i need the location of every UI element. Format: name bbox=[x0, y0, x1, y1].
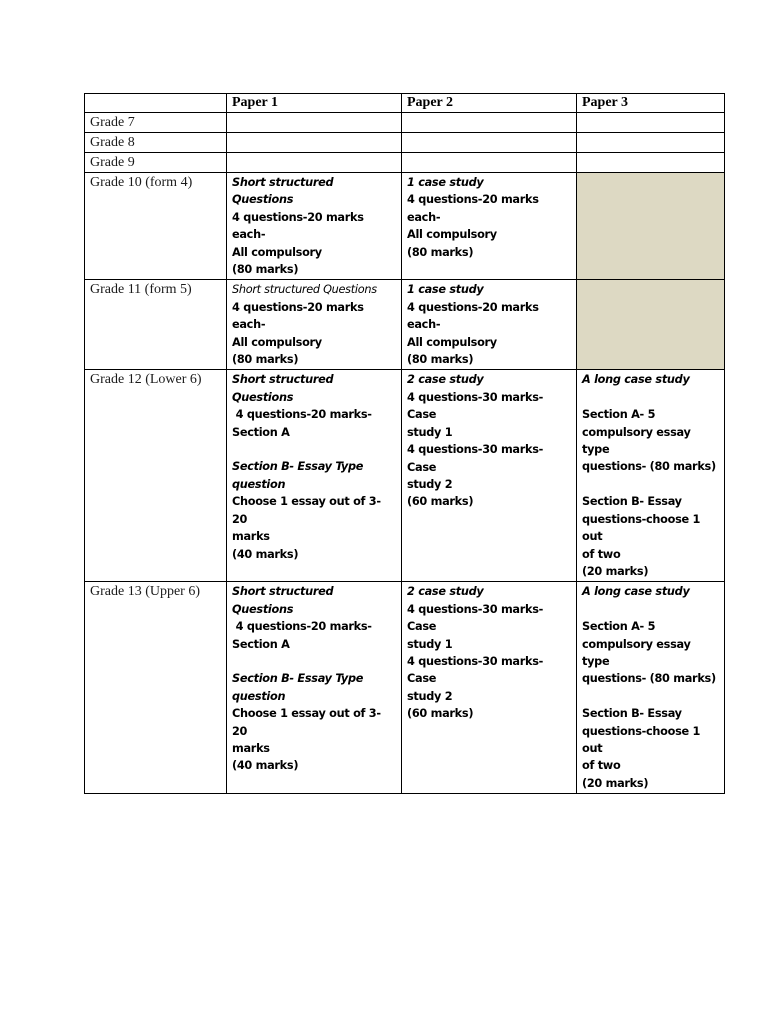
paper-2-line: study 1 bbox=[407, 637, 453, 651]
paper-1-line: All compulsory bbox=[232, 335, 322, 349]
paper-3-line: of two bbox=[582, 759, 621, 773]
paper-1-title: Short structured Questions bbox=[232, 283, 377, 297]
blank-line bbox=[582, 601, 719, 618]
paper-1-cell bbox=[227, 370, 402, 582]
paper-1-line: marks bbox=[232, 530, 270, 544]
paper-2-line: 4 questions-30 marks-Case bbox=[407, 390, 544, 422]
paper-3-line: of two bbox=[582, 547, 621, 561]
paper-2-line: study 2 bbox=[407, 477, 453, 491]
paper-1-cell bbox=[227, 582, 402, 794]
paper-2-line: 4 questions-30 marks-Case bbox=[407, 654, 544, 686]
paper-2-cell bbox=[402, 370, 577, 582]
paper-3-line: Section A- 5 bbox=[582, 408, 656, 422]
paper-2-line: 4 questions-20 marks each- bbox=[407, 300, 543, 332]
section-b-title: question bbox=[232, 477, 286, 491]
empty-cell bbox=[577, 153, 725, 173]
paper-3-line: compulsory essay type bbox=[582, 425, 695, 457]
paper-1-cell bbox=[227, 173, 402, 280]
header-cell-paper-2: Paper 2 bbox=[402, 94, 577, 113]
paper-3-title: A long case study bbox=[582, 373, 690, 387]
section-b-title: question bbox=[232, 689, 286, 703]
paper-2-line: 4 questions-30 marks-Case bbox=[407, 602, 544, 634]
empty-cell bbox=[402, 153, 577, 173]
paper-1-line: All compulsory bbox=[232, 245, 322, 259]
paper-3-cell bbox=[577, 370, 725, 582]
paper-3-line: questions-choose 1 out bbox=[582, 512, 704, 544]
paper-1-title: Short structured Questions bbox=[232, 373, 337, 404]
paper-2-line: (60 marks) bbox=[407, 495, 474, 509]
paper-3-line: questions-choose 1 out bbox=[582, 724, 704, 755]
paper-2-line: study 1 bbox=[407, 425, 453, 439]
blank-line bbox=[582, 688, 719, 705]
paper-2-line: All compulsory bbox=[407, 228, 497, 242]
paper-3-line: (20 marks) bbox=[582, 564, 649, 578]
header-cell-paper-1: Paper 1 bbox=[227, 94, 402, 113]
table-row-grade-11 bbox=[85, 280, 725, 370]
paper-3-line: questions- (80 marks) bbox=[582, 672, 716, 686]
exam-structure-table bbox=[84, 93, 725, 794]
table-row-grade-10 bbox=[85, 173, 725, 280]
table-row-grade-12 bbox=[85, 370, 725, 582]
paper-3-cell bbox=[577, 582, 725, 794]
grade-label: Grade 7 bbox=[85, 113, 227, 133]
paper-3-shaded-cell bbox=[577, 173, 725, 280]
paper-1-line: (80 marks) bbox=[232, 353, 299, 367]
paper-2-line: study 2 bbox=[407, 689, 453, 703]
empty-cell bbox=[577, 133, 725, 153]
empty-cell bbox=[577, 113, 725, 133]
paper-2-line: 4 questions-20 marks each- bbox=[407, 193, 543, 224]
paper-3-line: Section A- 5 bbox=[582, 620, 656, 634]
paper-1-title: Short structured Questions bbox=[232, 176, 337, 207]
paper-1-line: Section A bbox=[232, 425, 290, 439]
paper-1-title: Short structured Questions bbox=[232, 585, 337, 616]
blank-line bbox=[232, 653, 396, 670]
empty-cell bbox=[227, 153, 402, 173]
paper-3-shaded-cell bbox=[577, 280, 725, 370]
paper-1-line: Section A bbox=[232, 637, 290, 651]
paper-2-line: 4 questions-30 marks-Case bbox=[407, 443, 544, 474]
paper-3-line: compulsory essay type bbox=[582, 637, 695, 668]
grade-label: Grade 12 (Lower 6) bbox=[85, 370, 227, 582]
paper-1-line: (80 marks) bbox=[232, 263, 299, 277]
grade-label: Grade 13 (Upper 6) bbox=[85, 582, 227, 794]
table-row-grade-9 bbox=[85, 153, 725, 173]
grade-label: Grade 8 bbox=[85, 133, 227, 153]
grade-label: Grade 9 bbox=[85, 153, 227, 173]
paper-1-line: marks bbox=[232, 741, 270, 755]
paper-2-line: (80 marks) bbox=[407, 245, 474, 259]
paper-3-line: (20 marks) bbox=[582, 776, 649, 790]
blank-line bbox=[582, 476, 719, 493]
paper-3-line: questions- (80 marks) bbox=[582, 460, 716, 474]
paper-1-line: 4 questions-20 marks- bbox=[232, 408, 372, 422]
paper-2-cell bbox=[402, 582, 577, 794]
paper-2-line: (60 marks) bbox=[407, 707, 474, 721]
paper-3-line: Section B- Essay bbox=[582, 707, 682, 721]
paper-1-line: Choose 1 essay out of 3- 20 bbox=[232, 495, 385, 526]
paper-2-title: 1 case study bbox=[407, 283, 484, 297]
paper-2-line: (80 marks) bbox=[407, 353, 474, 367]
header-cell-grade bbox=[85, 94, 227, 113]
table-row-grade-7 bbox=[85, 113, 725, 133]
paper-2-title: 2 case study bbox=[407, 585, 484, 599]
blank-line bbox=[232, 441, 396, 458]
grade-label: Grade 10 (form 4) bbox=[85, 173, 227, 280]
paper-2-cell bbox=[402, 173, 577, 280]
grade-label: Grade 11 (form 5) bbox=[85, 280, 227, 370]
paper-2-title: 1 case study bbox=[407, 176, 484, 189]
empty-cell bbox=[227, 133, 402, 153]
paper-2-title: 2 case study bbox=[407, 373, 484, 387]
blank-line bbox=[582, 389, 719, 406]
paper-2-cell bbox=[402, 280, 577, 370]
paper-1-line: (40 marks) bbox=[232, 759, 299, 773]
section-b-title: Section B- Essay Type bbox=[232, 672, 364, 686]
paper-1-line: 4 questions-20 marks each- bbox=[232, 210, 368, 242]
table-header-row bbox=[85, 94, 725, 113]
paper-2-line: All compulsory bbox=[407, 335, 497, 349]
paper-3-title: A long case study bbox=[582, 585, 690, 599]
paper-1-line: Choose 1 essay out of 3- 20 bbox=[232, 707, 385, 738]
empty-cell bbox=[402, 113, 577, 133]
paper-1-line: 4 questions-20 marks each- bbox=[232, 300, 368, 332]
table-row-grade-13 bbox=[85, 582, 725, 794]
section-b-title: Section B- Essay Type bbox=[232, 460, 364, 474]
table-row-grade-8 bbox=[85, 133, 725, 153]
paper-1-line: 4 questions-20 marks- bbox=[232, 620, 372, 634]
empty-cell bbox=[402, 133, 577, 153]
header-cell-paper-3: Paper 3 bbox=[577, 94, 725, 113]
paper-3-line: Section B- Essay bbox=[582, 495, 682, 509]
paper-1-cell bbox=[227, 280, 402, 370]
empty-cell bbox=[227, 113, 402, 133]
paper-1-line: (40 marks) bbox=[232, 547, 299, 561]
